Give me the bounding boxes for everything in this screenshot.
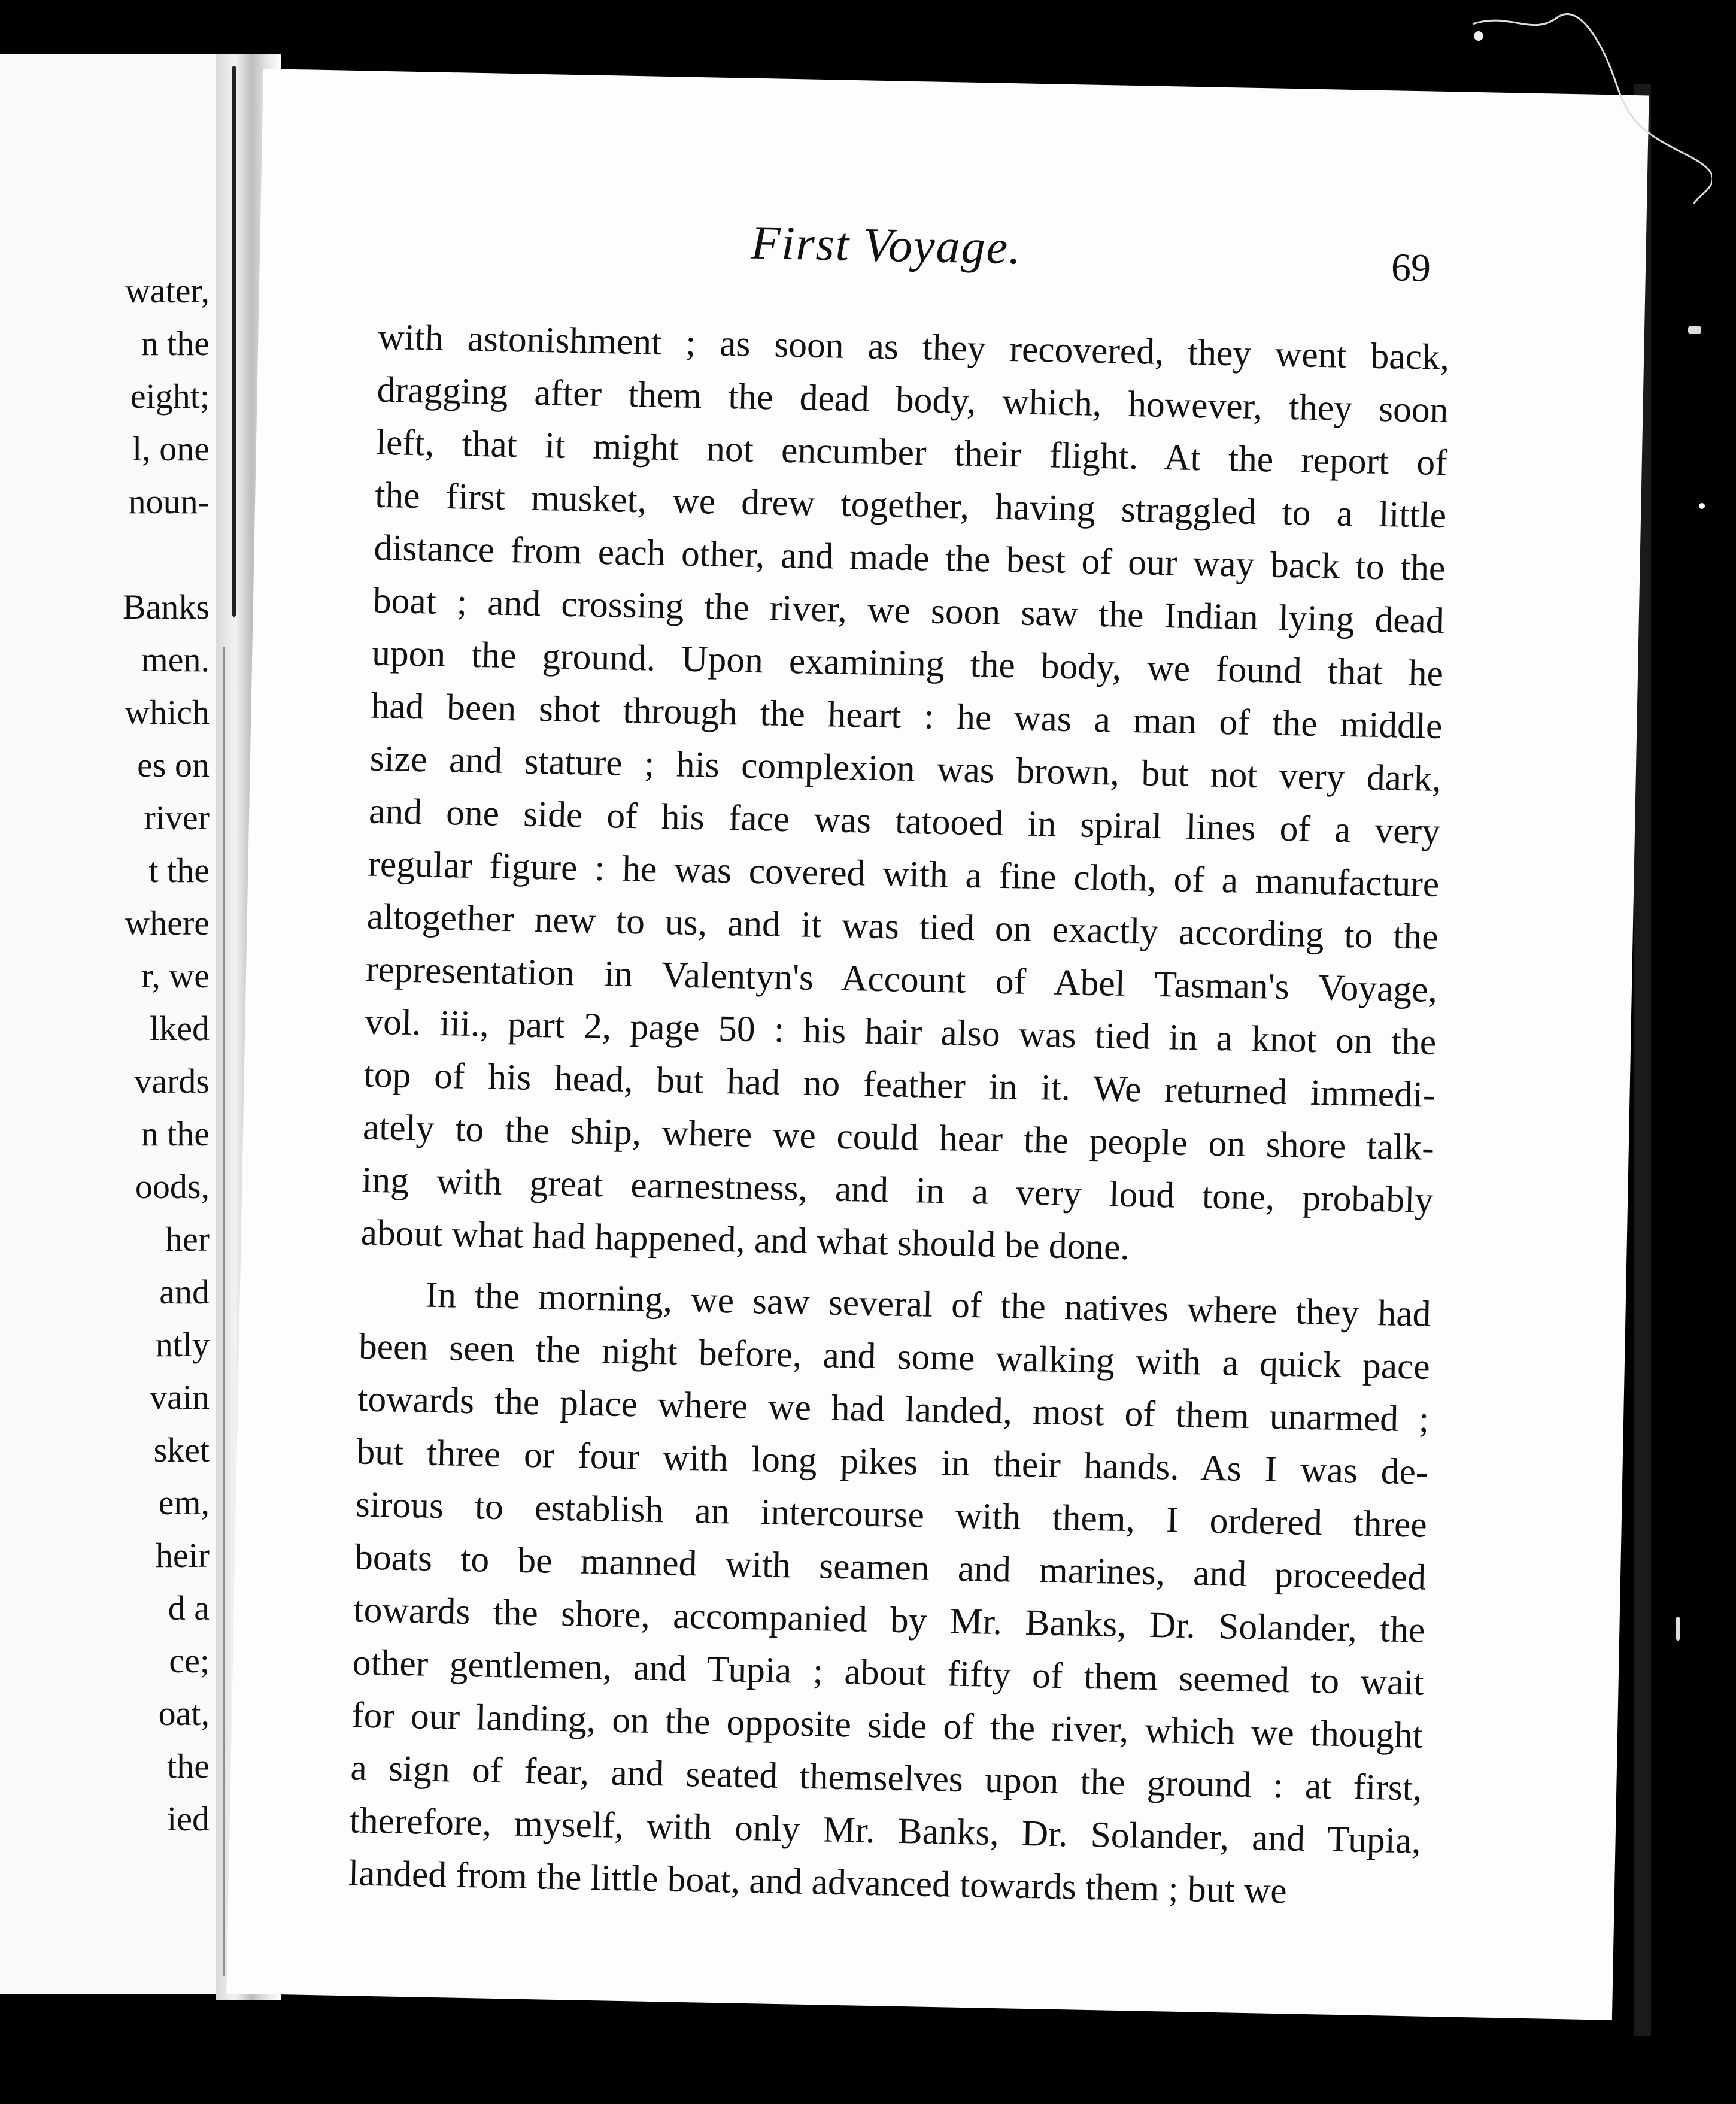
text-line: vol. iii., part 2, page 50 : his hair also was tied in a knot on the xyxy=(364,1001,1437,1063)
text-line: a sign of fear, and seated themselves upon the ground : at first, xyxy=(350,1747,1422,1809)
text-line: boats to be manned with seamen and marines, and proceeded xyxy=(354,1536,1427,1598)
previous-page-line: river xyxy=(144,798,210,837)
text-line: landed from the little boat, and advanced towards them ; but we xyxy=(348,1853,1288,1912)
current-page xyxy=(226,69,1649,2020)
text-line: ing with great earnestness, and in a very loud tone, probably xyxy=(361,1159,1434,1221)
previous-page-line: d a xyxy=(168,1588,210,1627)
text-line: about what had happened, and what should be done. xyxy=(360,1212,1130,1268)
previous-page-line: lked xyxy=(150,1009,210,1048)
previous-page-line: heir xyxy=(155,1536,210,1575)
text-line: upon the ground. Upon examining the body, we found that he xyxy=(371,632,1444,695)
previous-page-line: oat, xyxy=(158,1694,210,1733)
text-line: size and stature ; his complexion was brown, but not very dark, xyxy=(369,738,1442,799)
previous-page-line: n the xyxy=(141,324,210,363)
previous-page-line: n the xyxy=(141,1114,210,1153)
running-head: First Voyage. xyxy=(750,216,1022,275)
previous-page-line: her xyxy=(165,1220,210,1259)
text-line: In the morning, we saw several of the natives where they had xyxy=(425,1274,1432,1335)
scan-speck xyxy=(1676,1617,1680,1641)
previous-page-line: ce; xyxy=(169,1641,210,1680)
previous-page-line: l, one xyxy=(132,429,210,468)
previous-page-line: and xyxy=(159,1272,210,1311)
text-line: sirous to establish an intercourse with them, I ordered three xyxy=(355,1484,1428,1545)
gutter-fold-line xyxy=(223,647,225,1976)
text-line: but three or four with long pikes in their hands. As I was de- xyxy=(356,1431,1429,1493)
text-line: left, that it might not encumber their flight. At the report of xyxy=(375,422,1448,484)
previous-page-line: water, xyxy=(125,271,210,310)
previous-page-line: noun- xyxy=(128,482,210,521)
previous-page-line: men. xyxy=(141,640,210,679)
previous-page-line: which xyxy=(125,693,210,732)
previous-page-line: Banks xyxy=(123,587,210,626)
text-line: had been shot through the heart : he was a man of the middle xyxy=(370,685,1443,747)
scan-speck xyxy=(1688,326,1701,334)
previous-page-line xyxy=(123,528,210,581)
previous-page-line: vain xyxy=(150,1378,210,1417)
text-line: dragging after them the dead body, which, however, they soon xyxy=(377,369,1449,431)
text-line: therefore, myself, with only Mr. Banks, Dr. Solander, and Tupia, xyxy=(349,1800,1422,1862)
previous-page-line: em, xyxy=(158,1483,210,1522)
previous-page xyxy=(0,54,227,1994)
text-line: regular figure : he was covered with a fine cloth, of a manufacture xyxy=(367,843,1440,905)
text-line: boat ; and crossing the river, we soon saw the Indian lying dead xyxy=(372,580,1445,642)
text-line: ately to the ship, where we could hear the people on shore talk- xyxy=(362,1106,1435,1168)
previous-page-line: sket xyxy=(153,1430,210,1469)
page-number: 69 xyxy=(1391,245,1431,290)
previous-page-line: eight; xyxy=(130,377,210,416)
gutter-shadow-line xyxy=(232,66,236,617)
previous-page-line: es on xyxy=(137,745,210,784)
text-line: with astonishment ; as soon as they recovered, they went back, xyxy=(377,316,1450,378)
previous-page-line: the xyxy=(167,1747,210,1785)
previous-page-text-fragments xyxy=(123,265,210,1845)
text-line: the first musket, we drew together, having straggled to a little xyxy=(374,474,1447,536)
text-line: distance from each other, and made the best of our way back to the xyxy=(374,527,1446,589)
text-line: towards the place where we had landed, most of them unarmed ; xyxy=(357,1378,1430,1440)
previous-page-line: t the xyxy=(148,851,210,890)
previous-page-line: vards xyxy=(134,1062,210,1100)
scan-speck xyxy=(1699,503,1705,509)
text-line: towards the shore, accompanied by Mr. Banks, Dr. Solander, the xyxy=(353,1589,1425,1651)
text-line: representation in Valentyn's Account of Abel Tasman's Voyage, xyxy=(365,948,1438,1010)
text-line: altogether new to us, and it was tied on exactly according to the xyxy=(366,896,1439,957)
previous-page-line: r, we xyxy=(141,956,210,995)
text-line: been seen the night before, and some walking with a quick pace xyxy=(358,1326,1431,1387)
text-line: other gentlemen, and Tupia ; about fifty of them seemed to wait xyxy=(352,1642,1425,1703)
text-line: top of his head, but had no feather in it. We returned immedi- xyxy=(363,1054,1436,1115)
previous-page-line: where xyxy=(125,904,210,942)
scan-artifact-marks xyxy=(1461,0,1712,204)
body-text xyxy=(348,311,1450,1920)
previous-page-line: ied xyxy=(167,1799,210,1838)
text-line: and one side of his face was tatooed in spiral lines of a very xyxy=(368,790,1441,852)
text-line: for our landing, on the opposite side of the river, which we thought xyxy=(351,1694,1424,1756)
previous-page-line: oods, xyxy=(135,1167,210,1206)
previous-page-line: ntly xyxy=(155,1325,210,1364)
